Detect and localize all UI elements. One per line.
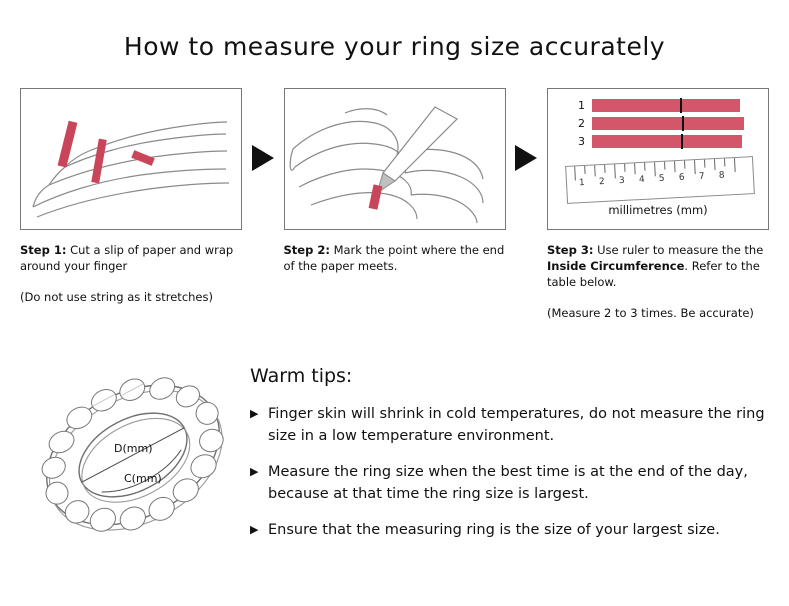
step-1-note: (Do not use string as it stretches) bbox=[20, 290, 213, 304]
step-1-illustration bbox=[20, 88, 242, 230]
tip-item-2 bbox=[250, 461, 770, 505]
bullet-icon: ▶ bbox=[250, 523, 259, 536]
paper-strip-row-3 bbox=[578, 135, 744, 148]
step-3-illustration bbox=[547, 88, 769, 230]
warm-tips-block bbox=[250, 365, 770, 555]
strip-number-3: 3 bbox=[578, 135, 585, 148]
step-2 bbox=[284, 88, 506, 290]
ruler-tick-label-1: 1 bbox=[578, 177, 586, 189]
step-3-note: (Measure 2 to 3 times. Be accurate) bbox=[547, 306, 754, 320]
ruler-tick-label-2: 2 bbox=[598, 176, 606, 188]
ruler-tick-label-5: 5 bbox=[658, 173, 665, 185]
step-1-caption bbox=[20, 242, 242, 274]
tip-text-1: Finger skin will shrink in cold temperatures, do not measure the ring size in a low temperature environment. bbox=[268, 406, 765, 444]
lower-section bbox=[0, 345, 789, 605]
page-title: How to measure your ring size accurately bbox=[123, 32, 666, 61]
tip-item-1 bbox=[250, 403, 770, 447]
strip-number-2: 2 bbox=[578, 117, 585, 130]
bullet-icon: ▶ bbox=[250, 465, 259, 478]
paper-strip-row-2 bbox=[578, 117, 744, 130]
step-3-label: Step 3: bbox=[547, 243, 594, 257]
step-1 bbox=[20, 88, 242, 305]
ring-illustration bbox=[28, 355, 238, 555]
step-3 bbox=[547, 88, 769, 321]
ring-circumference-label: C(mm) bbox=[124, 472, 162, 485]
steps-row bbox=[20, 88, 769, 321]
strip-number-1: 1 bbox=[578, 99, 585, 112]
tip-text-3: Ensure that the measuring ring is the size of your largest size. bbox=[268, 522, 720, 538]
step-2-label: Step 2: bbox=[283, 243, 330, 257]
arrow-1-icon bbox=[246, 88, 280, 228]
eternity-ring-icon bbox=[28, 355, 238, 555]
warm-tips-title: Warm tips: bbox=[250, 365, 353, 387]
ruler-tick-label-3: 3 bbox=[618, 175, 625, 187]
ruler-tick-label-8: 8 bbox=[718, 170, 725, 181]
paper-strips-group bbox=[578, 99, 744, 153]
paper-strip-bar-1 bbox=[592, 99, 740, 112]
step-3-text-part1: Use ruler to measure the the bbox=[597, 243, 764, 257]
step-2-illustration bbox=[284, 88, 506, 230]
tip-text-2: Measure the ring size when the best time is at the end of the day, because at that time the ring size is largest. bbox=[268, 464, 748, 502]
arrow-2-icon bbox=[509, 88, 543, 228]
ruler-tick-label-6: 6 bbox=[678, 172, 685, 184]
step-1-label: Step 1: bbox=[20, 243, 67, 257]
paper-strip-bar-3 bbox=[592, 135, 742, 148]
step-3-text-bold: Inside Circumference bbox=[547, 259, 685, 273]
step-2-text: Mark the point where the end of the paper meets. bbox=[283, 243, 505, 273]
bullet-icon: ▶ bbox=[250, 407, 259, 420]
hand-with-pen-marking-icon bbox=[285, 89, 505, 229]
paper-strip-bar-2 bbox=[592, 117, 744, 130]
step-2-caption bbox=[284, 242, 506, 274]
ruler-tick-label-4: 4 bbox=[638, 174, 645, 186]
ring-diameter-label: D(mm) bbox=[114, 442, 153, 455]
millimetres-label: millimetres (mm) bbox=[608, 203, 708, 217]
paper-strip-row-1 bbox=[578, 99, 744, 112]
tip-item-3 bbox=[250, 519, 770, 541]
hand-with-paper-strip-icon bbox=[21, 89, 241, 229]
step-3-text-part2: . Refer to the table below. bbox=[547, 259, 760, 289]
ruler-icon bbox=[565, 156, 755, 204]
step-1-text: Cut a slip of paper and wrap around your finger bbox=[20, 243, 234, 273]
ruler-tick-label-7: 7 bbox=[698, 171, 705, 182]
step-3-caption bbox=[547, 242, 769, 290]
